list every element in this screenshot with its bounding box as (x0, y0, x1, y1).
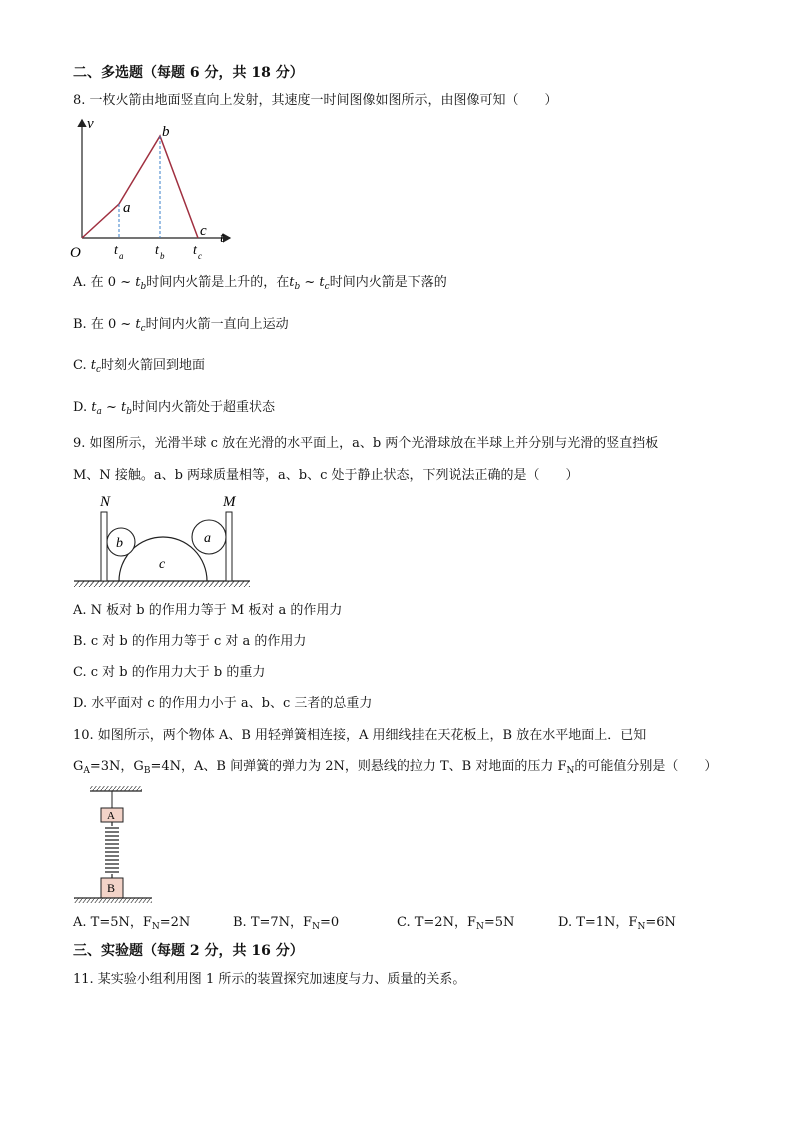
tick-ta: t (114, 243, 118, 258)
question-9-stem-line2: M、N 接触。a、b 两球质量相等，a、b、c 处于静止状态，下列说法正确的是（ ） (73, 468, 579, 483)
label-M: M (223, 494, 236, 510)
t-axis-label: t (220, 230, 225, 246)
plate-M (226, 512, 232, 581)
ground-hatch (74, 581, 250, 587)
q9-option-a[interactable]: A. N 板对 b 的作用力等于 M 板对 a 的作用力 (73, 603, 343, 618)
tick-tb: t (155, 243, 159, 258)
q10-option-b[interactable]: B. T=7N，$F_N=0$ (233, 915, 340, 932)
label-B: B (107, 881, 116, 895)
velocity-time-graph (65, 114, 240, 264)
tick-ta-sub: a (119, 251, 124, 261)
spring-figure (70, 784, 160, 908)
point-b-label: b (162, 124, 170, 140)
q8-option-c[interactable]: C. $t_c$时刻火箭回到地面 (73, 358, 206, 375)
label-A: A (107, 810, 115, 822)
ceiling-hatch (90, 786, 142, 791)
v-axis-label: v (87, 116, 94, 132)
label-N: N (100, 494, 111, 510)
label-b: b (116, 536, 123, 551)
point-a-label: a (123, 200, 131, 216)
q9-option-b[interactable]: B. c 对 b 的作用力等于 c 对 a 的作用力 (73, 634, 307, 649)
question-10-stem-line2: $G_A=3N$，$G_B=4N$，A、B 间弹簧的弹力为 2N，则悬线的拉力 T、B 对地面的压力 $F_N$的可能值分别是（ ） (73, 759, 718, 776)
label-c: c (159, 557, 166, 572)
question-10-stem-line1: 10. 如图所示，两个物体 A、B 用轻弹簧相连接，A 用细线挂在天花板上，B 放在水平地面上．已知 (73, 728, 647, 743)
velocity-curve (82, 136, 198, 238)
q8-option-a[interactable]: A. 在 0 ~ $t_b$时间内火箭是上升的，在$t_b$ ~ $t_c$时间内火箭是下落的 (73, 275, 447, 292)
tick-tb-sub: b (160, 251, 165, 261)
q10-option-a[interactable]: A. T=5N，$F_N=2N$ (73, 915, 191, 932)
spring (105, 822, 119, 878)
q10-option-c[interactable]: C. T=2N，$F_N=5N$ (397, 915, 515, 932)
plate-N (101, 512, 107, 581)
question-9-stem-line1: 9. 如图所示，光滑半球 c 放在光滑的水平面上，a、b 两个光滑球放在半球上并分别与光滑的竖直挡板 (73, 436, 659, 451)
q9-option-c[interactable]: C. c 对 b 的作用力大于 b 的重力 (73, 665, 266, 680)
question-11-stem: 11. 某实验小组利用图 1 所示的装置探究加速度与力、质量的关系。 (73, 972, 466, 987)
q8-option-b[interactable]: B. 在 0 ~ $t_c$时间内火箭一直向上运动 (73, 317, 289, 334)
question-8-stem: 8. 一枚火箭由地面竖直向上发射，其速度一时间图像如图所示，由图像可知（ ） (73, 93, 558, 108)
point-c-label: c (200, 223, 207, 239)
tick-tc-sub: c (198, 251, 202, 261)
q10-option-d[interactable]: D. T=1N，$F_N=6N$ (558, 915, 676, 932)
q9-option-d[interactable]: D. 水平面对 c 的作用力小于 a、b、c 三者的总重力 (73, 696, 373, 711)
origin-label: O (70, 245, 81, 261)
section-heading: 二、多选题（每题 6 分，共 18 分） (73, 65, 304, 81)
floor-hatch (74, 898, 152, 903)
hemisphere-figure (70, 490, 255, 592)
q8-option-d[interactable]: D. $t_a$ ~ $t_b$时间内火箭处于超重状态 (73, 400, 276, 417)
label-a: a (204, 531, 211, 546)
tick-tc: t (193, 243, 197, 258)
section-heading-3: 三、实验题（每题 2 分，共 16 分） (73, 943, 304, 959)
